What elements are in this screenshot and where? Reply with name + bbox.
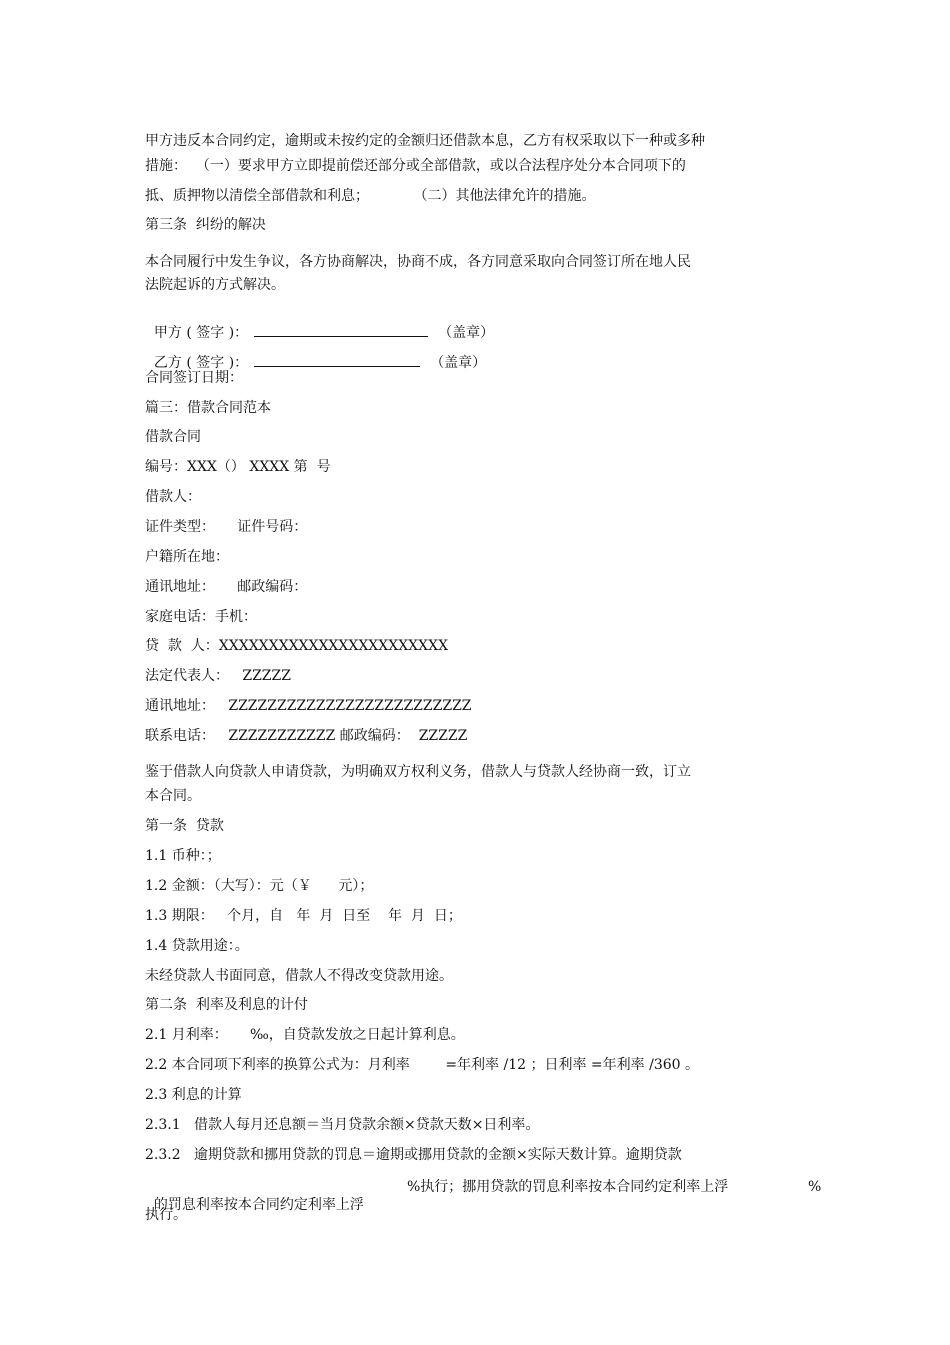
text-line: 合同签订日期： [145, 370, 243, 386]
text-line: 2.3.2 逾期贷款和挪用贷款的罚息＝逾期或挪用贷款的金额×实际天数计算。逾期贷款 [145, 1147, 682, 1163]
signature-blank [254, 354, 420, 367]
text-line: 借款人： [145, 489, 201, 505]
text-line: 1.4 贷款用途：。 [145, 938, 249, 954]
text-line: 联系电话： ZZZZZZZZZZZ 邮政编码： ZZZZZ [145, 728, 468, 744]
document-title: 借款合同 [145, 429, 201, 445]
section-heading: 篇三：借款合同范本 [145, 400, 271, 416]
text-segment: %执行；挪用贷款的罚息利率按本合同约定利率上浮 [407, 1179, 729, 1195]
text-line: 本合同。 [145, 788, 201, 804]
text-segment: % [808, 1179, 822, 1195]
section-heading: 第二条 利率及利息的计付 [145, 997, 308, 1013]
text-line: 法院起诉的方式解决。 [145, 277, 285, 293]
text-line: 1.2 金额：（大写）：元（￥ 元）； [145, 878, 374, 894]
text-line: 2.3 利息的计算 [145, 1087, 242, 1103]
text-line: 措施： （一）要求甲方立即提前偿还部分或全部借款，或以合法程序处分本合同项下的 [145, 158, 686, 174]
seal-label: （盖章） [430, 355, 487, 371]
text-line: 未经贷款人书面同意，借款人不得改变贷款用途。 [145, 968, 453, 984]
section-heading: 第一条 贷款 [145, 818, 224, 834]
party-a-label: 甲方 ( 签字 )： [153, 325, 249, 341]
text-segment: 的罚息利率按本合同约定利率上浮 [153, 1197, 364, 1213]
text-line: 2.3.1 借款人每月还息额＝当月贷款余额×贷款天数×日利率。 [145, 1117, 540, 1133]
text-line: 抵、质押物以清偿全部借款和利息； （二）其他法律允许的措施。 [145, 188, 596, 204]
party-b-label: 乙方 ( 签字 )： [153, 355, 249, 371]
text-line: 甲方违反本合同约定，逾期或未按约定的金额归还借款本息，乙方有权采取以下一种或多种 [145, 133, 705, 149]
seal-label: （盖章） [438, 325, 495, 341]
text-line: 本合同履行中发生争议，各方协商解决，协商不成，各方同意采取向合同签订所在地人民 [145, 254, 691, 270]
text-line: 1.3 期限： 个月，自 年 月 日至 年 月 日； [145, 908, 462, 924]
text-line: 编号：XXX（） XXXX 第 号 [145, 459, 331, 475]
text-line: 通讯地址： 邮政编码： [145, 579, 308, 595]
text-line: 鉴于借款人向贷款人申请贷款，为明确双方权利义务，借款人与贷款人经协商一致，订立 [145, 764, 691, 780]
text-line: 执行。 [145, 1207, 187, 1223]
text-line: 2.2 本合同项下利率的换算公式为：月利率 =年利率 /12 ；日利率 =年利率 /360 。 [145, 1057, 699, 1073]
text-line: 法定代表人： ZZZZZ [145, 668, 291, 684]
text-line: 家庭电话：手机： [145, 609, 257, 625]
party-b-signature [145, 336, 486, 372]
text-line: 通讯地址： ZZZZZZZZZZZZZZZZZZZZZZZZZ [145, 698, 472, 714]
text-line: 户籍所在地： [145, 549, 229, 565]
text-line: 1.1 币种：； [145, 848, 221, 864]
text-line: 贷 款 人：XXXXXXXXXXXXXXXXXXXXXXX [145, 638, 449, 654]
text-line: 2.1 月利率： ‰，自贷款发放之日起计算利息。 [145, 1027, 465, 1043]
text-line: 证件类型： 证件号码： [145, 519, 308, 535]
section-heading: 第三条 纠纷的解决 [145, 217, 266, 233]
